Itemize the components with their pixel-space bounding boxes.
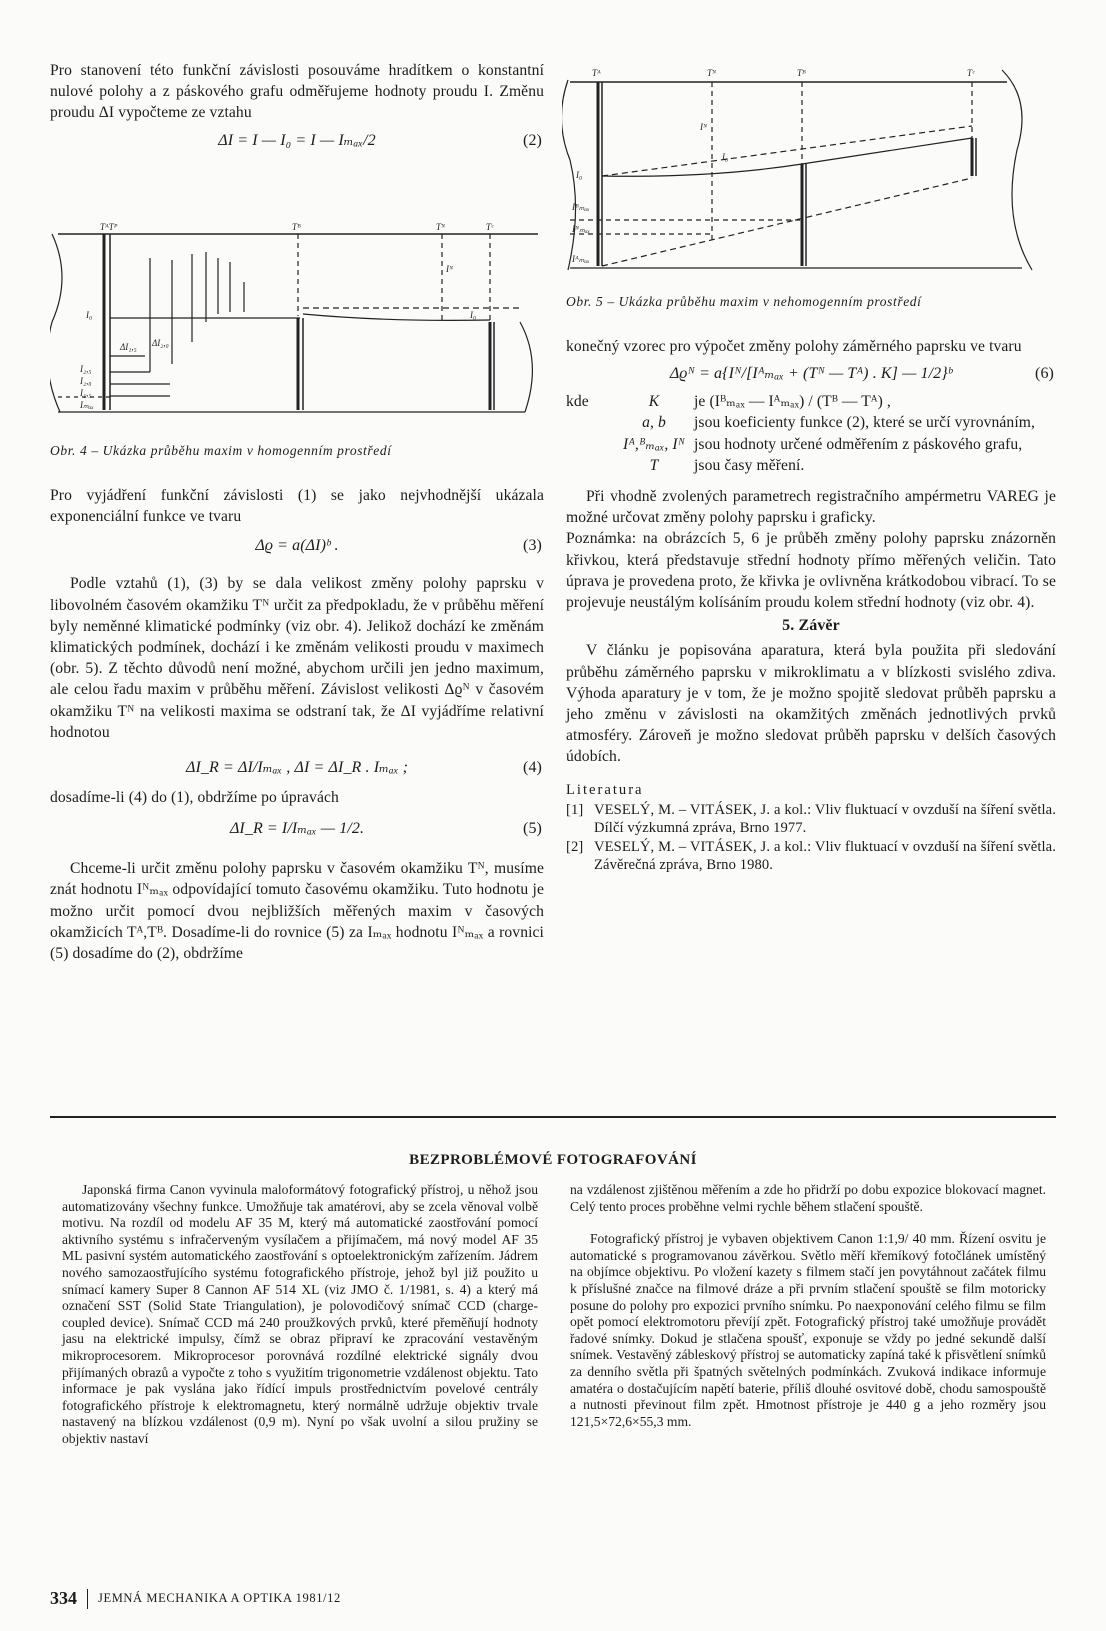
figure-5 [562,60,1056,285]
equation-3 [50,535,544,563]
article-right-column [570,1182,1046,1430]
equation-number: (3) [523,537,542,555]
paragraph: dosadíme-li (4) do (1), obdržíme po úpravách [50,789,339,807]
definition-prefix [566,434,614,455]
label-i0: I₀ [86,310,93,320]
reference-text: VESELÝ, M. – VITÁSEK, J. a kol.: Vliv fluktuací v ovzduší na šíření světla. Dílčí výzkumná zpráva, Brno 1977. [594,801,1056,837]
label-ia-max: Iᴬₘₐₓ [572,254,590,264]
definition-prefix: kde [566,393,589,411]
paragraph: Při vhodně zvolených parametrech registračního ampérmetru VAREG je možné určovat změny polohy paprsku i graficky. [566,488,1056,527]
definition-prefix [566,455,614,476]
figure-border-left [50,234,62,412]
label-in: Iᴺ [446,264,454,274]
label-ta-tp: TᴬTᴾ [100,222,118,232]
page-footer [50,1588,341,1609]
label-i0-inner: I₀ [722,152,729,162]
equation-number: (6) [1035,365,1054,383]
label-ta: Tᴬ [592,68,601,78]
equation-4 [50,757,544,787]
paragraph: Pro stanovení této funkční závislosti posouváme hradítkem o konstantní nulové polohy a z páskového grafu odměřujeme hodnoty proudu I. Změnu proudu ΔI vypočteme ze vztahu [50,62,544,122]
article-title: BEZPROBLÉMOVÉ FOTOGRAFOVÁNÍ [409,1152,697,1168]
reference-number: [2] [566,838,584,855]
equation-text: Δϱ = a(ΔI)ᵇ . [255,537,339,555]
journal-name: JEMNÁ MECHANIKA A OPTIKA 1981/12 [98,1591,341,1605]
equation-text: ΔI = I — I₀ = I — Iₘₐₓ/2 [218,131,376,149]
definition-term: Iᴬ,ᴮₘₐₓ, Iᴺ [623,435,685,453]
literature-title: Literatura [566,781,644,798]
paragraph: Fotografický přístroj je vybaven objektivem Canon 1:1,9/ 40 mm. Řízení osvitu je automatické s programovanou závěrkou. Světlo měří křemíkový fotočlánek umístěný na objímce objektivu. Po vložení kazety s filmem stačí jen povytáhnout začátek filmu k příslušné značce na filmové dráze a při prvním stlačení spouště se film motoricky posune do polohy pro expozici prvního snímku. Po naexponování celého filmu se film opět pomocí elektromotoru převíjí zpět. Fotografický přístroj také umožňuje provádět řadové snímky. Dokud je stlačena spoušť, exponuje se vždy po jedné sekundě další snímek. Vestavěný zábleskový přístroj se automaticky zapíná také k přisvětlení snímků za denního světla při špatných světelných podmínkách. Zvuková indikace informuje amatéra o dostačujícím napětí baterie, příliš dlouhé osvitové době, chodu samospouště a nutnosti převinout film zpět. Hmotnost přístroje je 440 g a jeho rozměry jsou 121,5×72,6×55,3 mm. [570,1231,1046,1429]
paragraph: na vzdálenost zjištěnou měřením a zde ho přidrží po dobu expozice blokovací magnet. Celý tento proces proběhne velmi rychle během stlačení spouště. [570,1182,1046,1214]
definition-text: jsou koeficienty funkce (2), které se určí vyrovnáním, [694,414,1035,432]
left-column-lower [50,485,544,964]
label-in: Iᴺ [700,122,708,132]
label-i20: I₂,₀ [80,376,92,386]
reference-item [566,801,1056,838]
definition-row [566,391,1056,412]
page-number: 334 [50,1588,77,1608]
label-i15: I₁,₅ [80,388,92,398]
paragraph: V článku je popisována aparatura, která byla použita při sledování průběhu záměrného paprsku v mikroklimatu a v blízkosti svislého zdiva. Výhoda aparatury je v tom, že je možno spojitě sledovat průběh paprsku a jeho změnu v závislosti na okamžitých změnách jednotlivých prvků atmosféry. Zároveň je možno sledovat průběh paprsku v delších časových údobích. [566,642,1056,766]
section-title: 5. Závěr [782,617,840,635]
definition-text: je (Iᴮₘₐₓ — Iᴬₘₐₓ) / (Tᴮ — Tᴬ) , [694,393,891,411]
definition-row [566,455,1056,476]
definition-row [566,412,1056,433]
reference-text: VESELÝ, M. – VITÁSEK, J. a kol.: Vliv fluktuací v ovzduší na šíření světla. Závěrečná zpráva, Brno 1980. [594,838,1056,874]
paragraph: Poznámka: na obrázcích 5, 6 je průběh změny polohy paprsku znázorněn křivkou, která představuje střední hodnoty přímo měřených veličin. Tato úprava je provedena proto, že křivka je ovlivněna krátkodobou vibrací. To se projevuje neustálým kolísáním proudu kolem střední hodnoty (viz obr. 4). [566,530,1056,612]
paragraph: Japonská firma Canon vyvinula maloformátový fotografický přístroj, u něhož jsou automatizovány všechny funkce. Umožňuje tak amatérovi, aby se zcela věnoval volbě motivu. Na rozdíl od modelu AF 35 M, který má automatické zaostřování pomocí aktivního systému s infračerveným vysílačem a přijímačem, má nový model AF 35 ML pasivní systém automatického zaostřování s optoelektronickým zařízením. Jádrem nového samozaostřujícího systému fotografického přístroje, jehož byl již použito u snímací kamery Super 8 Cannon AF 514 XL (viz JMO č. 1/1981, s. 4) a který má označení SST (Solid State Triangulation), je polovodičový snímač CCD (charge-coupled device). Snímač CCD má 240 proužkových prvků, které přeměňují hodnoty jasu na elektrické impulsy, čímž se obraz připraví ke zpracování vestavěným mikroprocesorem. Mikroprocesor porovnává rozdílné elektrické signály dvou přijímaných obrazů a vypočte z toho s využitím trigonometrie vzdálenost objektu. Tato informace je pak vyslána jako řídící impuls prostřednictvím povelové centrály fotografického přístroje k elektromagnetu, který normálně udržuje objektiv trvale nastavený na blízkou vzdálenost (0,9 m). Nyní po však uvolní a silou pružiny se objektiv nastaví [62,1182,538,1446]
label-tc: Tᶜ [486,222,494,232]
equation-number: (2) [523,131,542,149]
label-ib-max: Iᴮₘₐₓ [572,202,590,212]
definition-prefix [566,412,614,433]
paragraph: konečný vzorec pro výpočet změny polohy záměrného paprsku ve tvaru [566,338,1022,355]
label-i0: I₀ [576,170,583,180]
definition-term: a, b [642,414,666,432]
label-di15: ΔI₁,₅ [120,342,137,352]
figure-4-caption: Obr. 4 – Ukázka průběhu maxim v homogenním prostředí [50,443,392,458]
figure-border-left [562,80,576,270]
left-column [50,60,544,156]
reference-number: [1] [566,801,584,818]
equation-5 [50,818,544,852]
paragraph: Podle vztahů (1), (3) by se dala velikost změny polohy paprsku v libovolném časovém okamžiku Tᴺ určit za předpokladu, že v průběhu měření byly neměnné klimatické podmínky (viz obr. 4). Jelikož dochází ke změnám klimatických podmínek, dochází i ke změnám velikosti proudu v maximech (obr. 5). Z těchto důvodů není možné, abychom určili jen jedno maximum, ale celou řadu maxim v průběhu měření. Závislost velikosti Δϱᴺ v časovém okamžiku Tᴺ na velikosti maxima se odstraní tak, že ΔI vyjádříme relativní hodnotou [50,575,544,741]
right-column [566,336,1056,875]
reference-item [566,838,1056,875]
section-divider [50,1116,1056,1118]
definition-list [566,391,1056,476]
label-tn: Tᴺ [436,222,446,232]
equation-text: Δϱᴺ = a{Iᴺ/[Iᴬₘₐₓ + (Tᴺ — Tᴬ) . K] — 1/2}ᵇ [669,365,953,383]
equation-number: (4) [523,759,542,777]
label-tc: Tᶜ [967,68,975,78]
label-imax: Iₘₐₓ [80,400,94,410]
equation-text: ΔI_R = I/Iₘₐₓ — 1/2. [229,820,365,838]
label-tn: Tᴺ [707,68,717,78]
figure-4 [50,222,544,432]
label-tb: Tᴮ [292,222,301,232]
paragraph: Chceme-li určit změnu polohy paprsku v časovém okamžiku Tᴺ, musíme znát hodnotu Iᴺₘₐₓ odpovídající tomuto časovému okamžiku. Tuto hodnotu je možno určit pomocí dvou nejbližších měřených maxim v časových okamžicích Tᴬ,Tᴮ. Dosadíme-li do rovnice (5) za Iₘₐₓ hodnotu Iᴺₘₐₓ a rovnici (5) dosadíme do (2), obdržíme [50,860,544,963]
label-di20: ΔI₂,₀ [152,338,169,348]
equation-text: ΔI_R = ΔI/Iₘₐₓ , ΔI = ΔI_R . Iₘₐₓ ; [185,759,409,777]
definition-text: jsou hodnoty určené odměřením z páskového grafu, [694,435,1023,453]
paragraph: Pro vyjádření funkční závislosti (1) se jako nejvhodnější ukázala exponenciální funkce ve tvaru [50,487,544,526]
equation-6 [566,363,1056,391]
figure-5-caption: Obr. 5 – Ukázka průběhu maxim v nehomogenním prostředí [566,294,922,309]
label-tb: Tᴮ [797,68,806,78]
footer-separator [87,1589,88,1609]
definition-term: T [649,456,659,474]
definition-text: jsou časy měření. [694,456,805,474]
label-in-max: Iᴺₘₐₓ [572,224,590,234]
equation-number: (5) [523,820,542,838]
label-i0-inner: I₀ [470,310,477,320]
figure-border-right [520,322,532,412]
definition-term: K [648,393,660,411]
figure-border-right [1002,70,1032,270]
definition-row [566,434,1056,455]
equation-2 [50,130,544,156]
label-i25: I₂,₅ [80,364,92,374]
article-left-column [62,1182,538,1448]
